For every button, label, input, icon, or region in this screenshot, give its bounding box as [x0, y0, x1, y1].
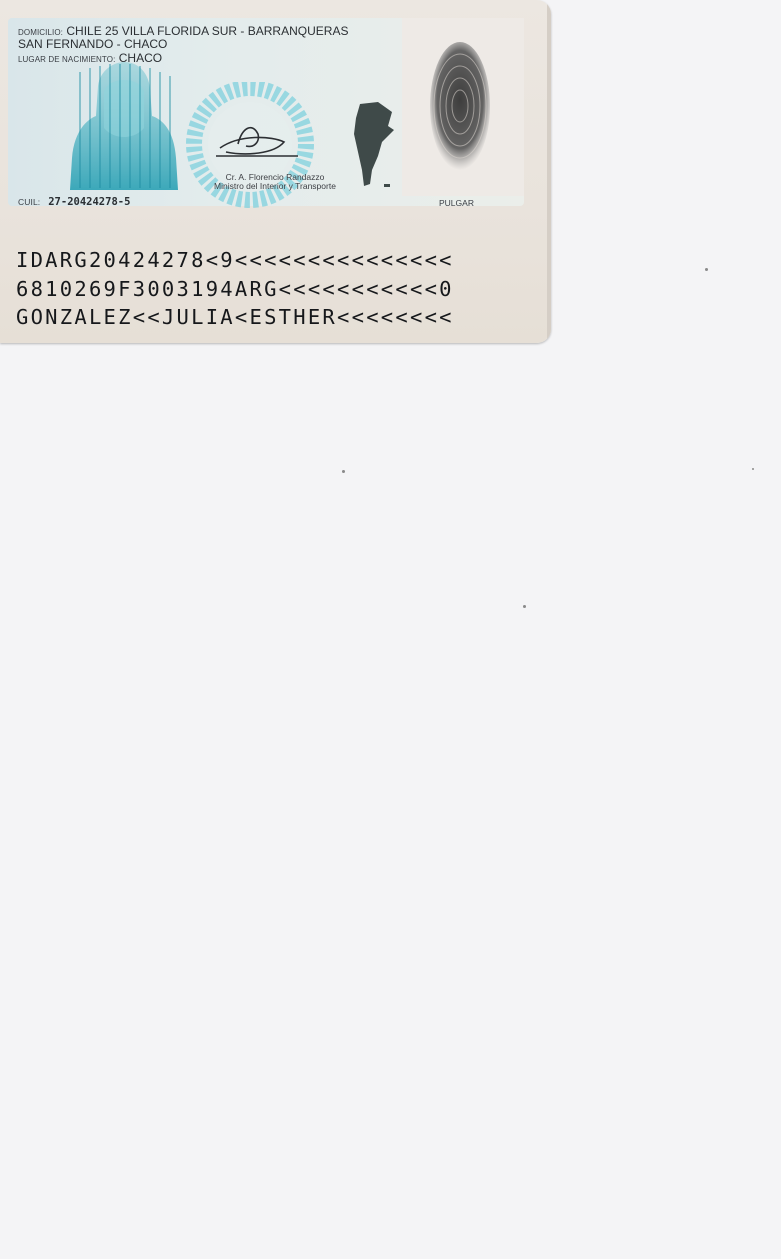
- mrz-line-1: IDARG20424278<9<<<<<<<<<<<<<<<: [16, 248, 454, 272]
- cuil-label: CUIL:: [18, 197, 41, 207]
- lugar-value: CHACO: [118, 51, 163, 65]
- cuil-line: [18, 196, 130, 208]
- fingerprint-icon: [426, 40, 494, 176]
- scan-speck: [705, 268, 708, 271]
- id-card-back: [0, 0, 551, 343]
- domicilio-value: CHILE 25 VILLA FLORIDA SUR - BARRANQUERAS: [66, 24, 349, 38]
- scan-speck: [752, 468, 754, 470]
- portrait-photo: [60, 62, 185, 190]
- signature-title: Ministro del Interior y Transporte: [214, 181, 336, 191]
- thumb-label: PULGAR: [439, 198, 474, 208]
- mrz-line-3: GONZALEZ<<JULIA<ESTHER<<<<<<<<: [16, 305, 454, 329]
- signature-caption: [190, 173, 360, 191]
- cuil-value: 27-20424278-5: [48, 196, 131, 208]
- domicilio-label: DOMICILIO:: [18, 28, 64, 37]
- scan-speck: [342, 470, 345, 473]
- mrz-line-2: 6810269F3003194ARG<<<<<<<<<<<0: [16, 277, 454, 301]
- signature-name: Cr. A. Florencio Randazzo: [225, 172, 325, 182]
- domicilio-line-2: SAN FERNANDO - CHACO: [18, 37, 168, 51]
- scan-speck: [523, 605, 526, 608]
- lugar-line: [18, 52, 162, 66]
- card-edge: [547, 0, 551, 343]
- lugar-label: LUGAR DE NACIMIENTO:: [18, 55, 116, 64]
